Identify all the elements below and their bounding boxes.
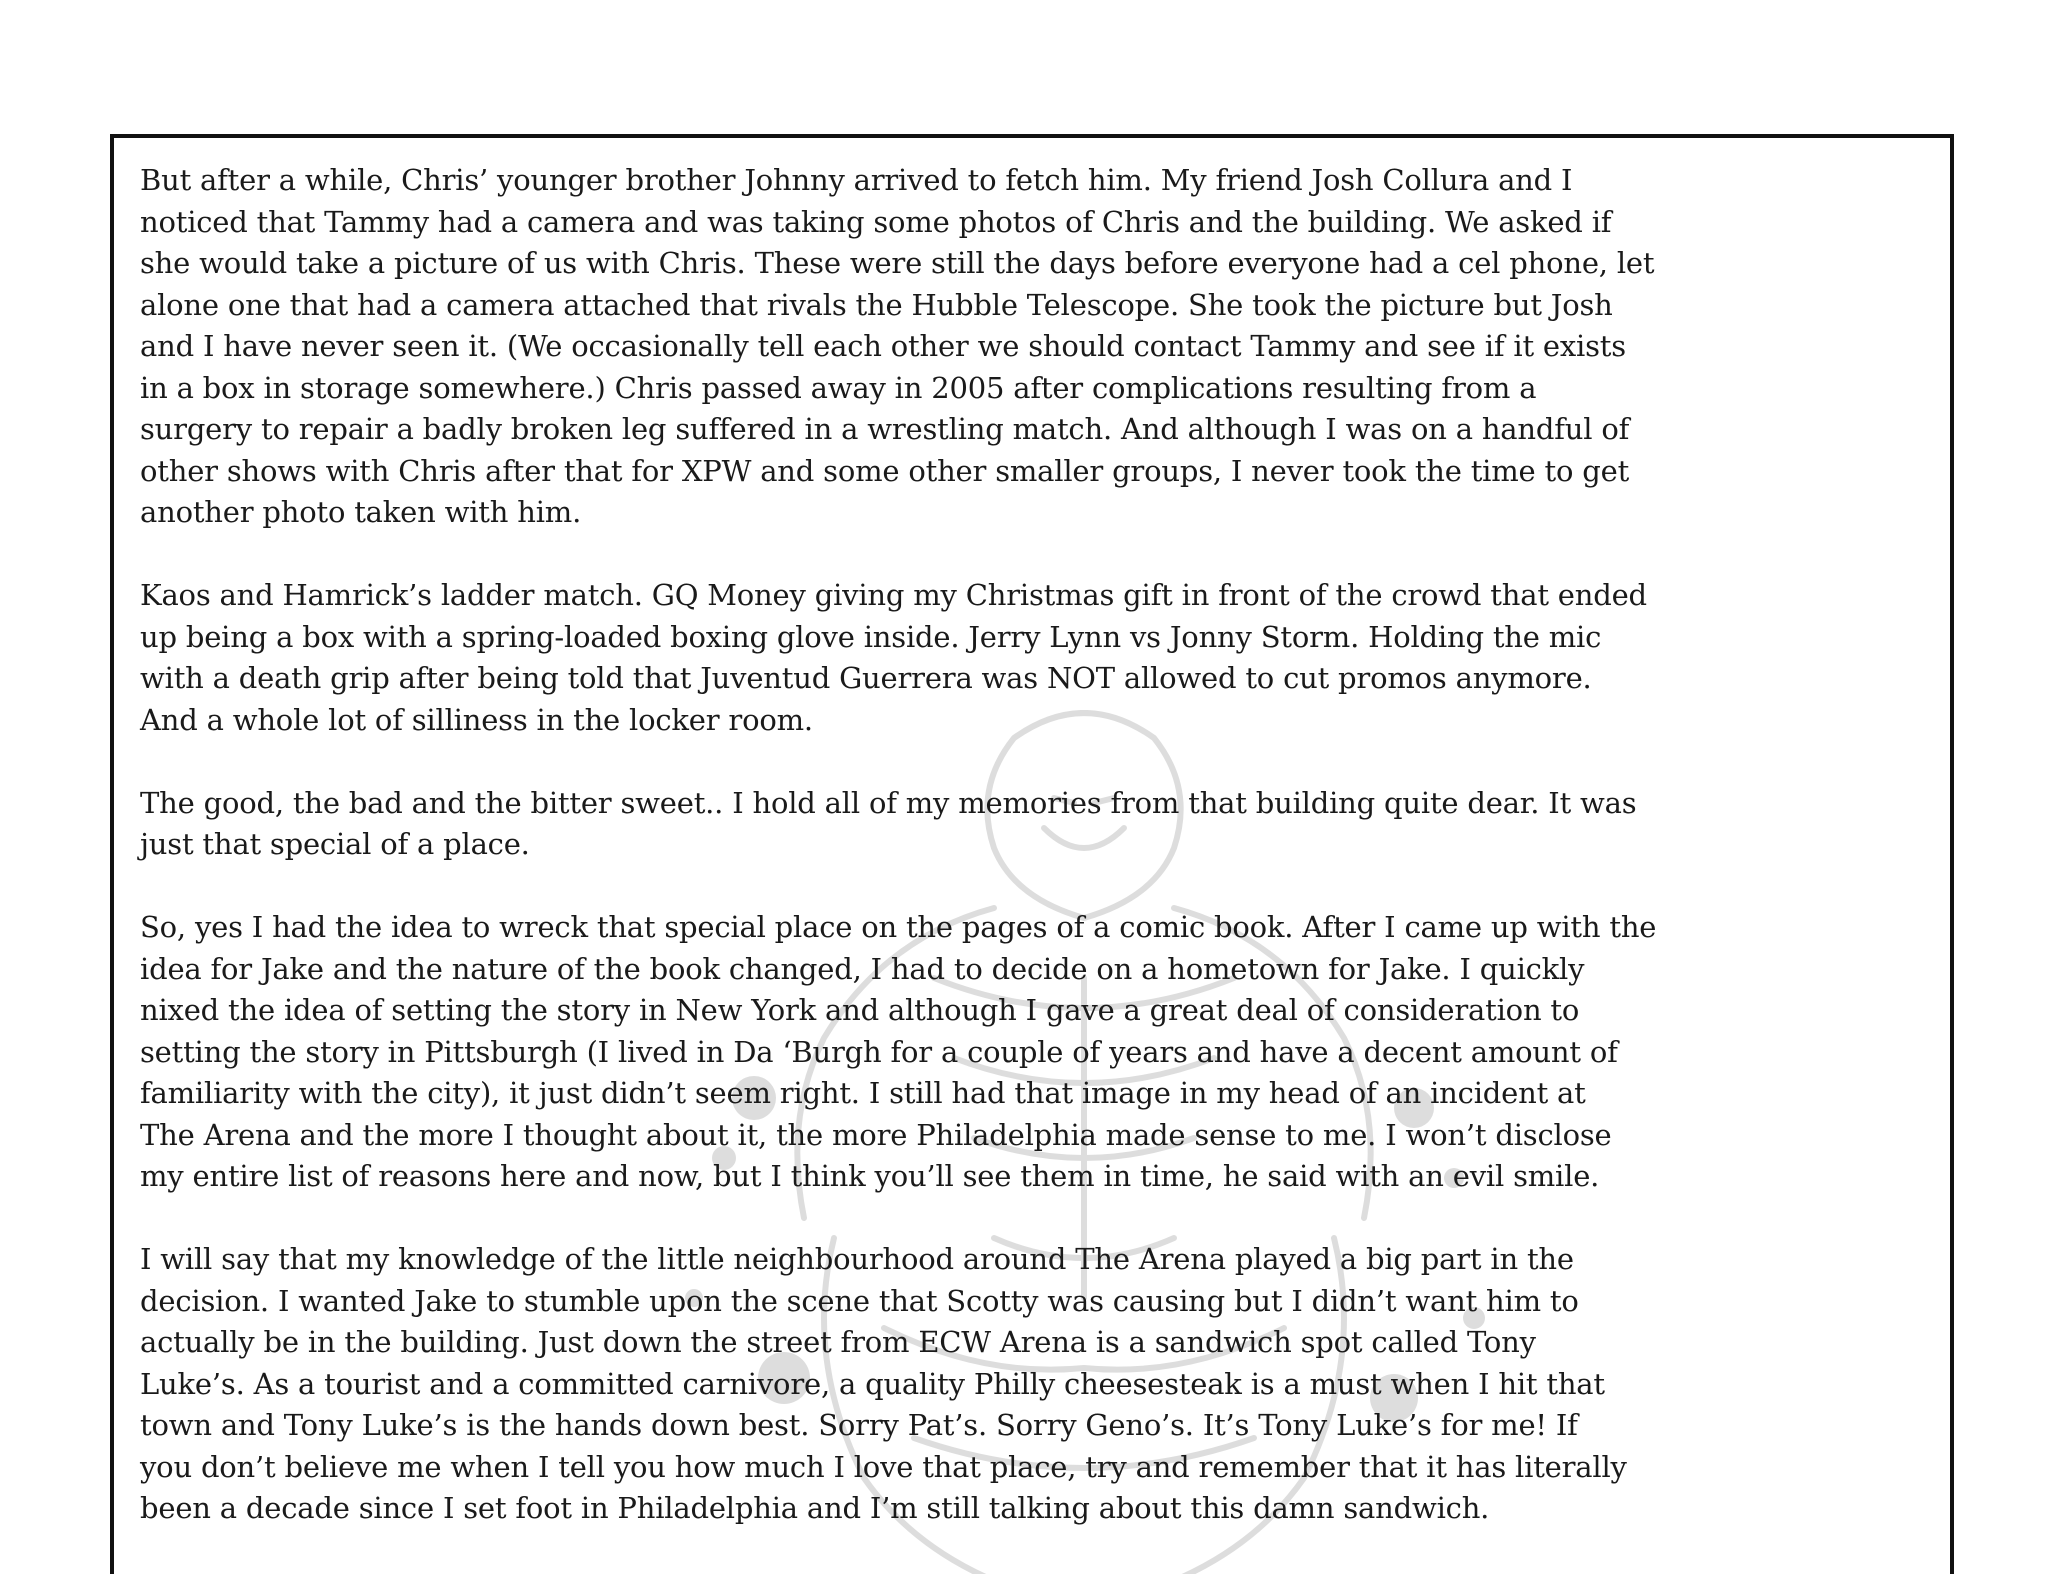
paragraph-arena-memories: Kaos and Hamrick’s ladder match. GQ Money giving my Christmas gift in front of the crowd that ended up being a box with a spring-loaded boxing glove inside. Jerry Lynn vs Jonny Storm. Holding the mic with a death grip after being told that Juventud Guerrera was NOT allowed to cut promos anymore. And a whole lot of silliness in the locker room. [140, 578, 1647, 737]
text-panel [110, 134, 1954, 1574]
paragraph-hometown-decision: So, yes I had the idea to wreck that special place on the pages of a comic book. After I came up with the idea for Jake and the nature of the book changed, I had to decide on a hometown for Jake. I quickly nixed the idea of setting the story in New York and although I gave a great deal of consideration to setting the story in Pittsburgh (I lived in Da ‘Burgh for a couple of years and have a decent amount of familiarity with the city), it just didn’t seem right. I still had that image in my head of an incident at The Arena and the more I thought about it, the more Philadelphia made sense to me. I won’t disclose my entire list of reasons here and now, but I think you’ll see them in time, he said with an evil smile. [140, 910, 1657, 1193]
paragraph-tony-lukes: I will say that my knowledge of the little neighbourhood around The Arena played a big part in the decision. I wanted Jake to stumble upon the scene that Scotty was causing but I didn’t want him to actually be in the building. Just down the street from ECW Arena is a sandwich spot called Tony Luke’s. As a tourist and a committed carnivore, a quality Philly cheesesteak is a must when I hit that town and Tony Luke’s is the hands down best. Sorry Pat’s. Sorry Geno’s. It’s Tony Luke’s for me! If you don’t believe me when I tell you how much I love that place, try and remember that it has literally been a decade since I set foot in Philadelphia and I’m still talking about this damn sandwich. [140, 1242, 1627, 1525]
article-text [140, 160, 1950, 1571]
paragraph-bitter-sweet: The good, the bad and the bitter sweet.. I hold all of my memories from that building quite dear. It was just that special of a place. [140, 785, 1637, 861]
paragraph-chris-photo: But after a while, Chris’ younger brother Johnny arrived to fetch him. My friend Josh Collura and I noticed that Tammy had a camera and was taking some photos of Chris and the building. We asked if she would take a picture of us with Chris. These were still the days before everyone had a cel phone, let alone one that had a camera attached that rivals the Hubble Telescope. She took the picture but Josh and I have never seen it. (We occasionally tell each other we should contact Tammy and see if it exists in a box in storage somewhere.) Chris passed away in 2005 after complications resulting from a surgery to repair a badly broken leg suffered in a wrestling match. And although I was on a handful of other shows with Chris after that for XPW and some other smaller groups, I never took the time to get another photo taken with him. [140, 163, 1655, 529]
